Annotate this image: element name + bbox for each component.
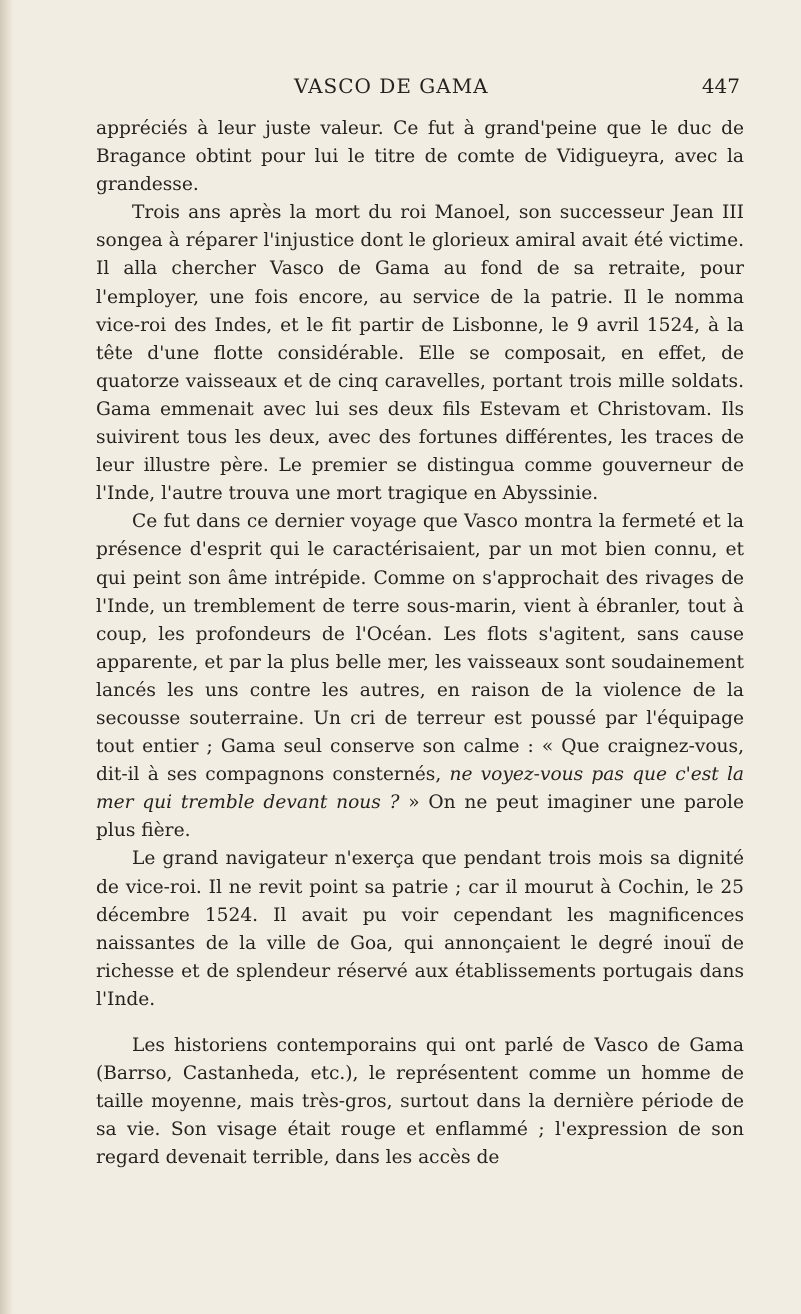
paragraph-3 <box>96 508 744 845</box>
running-title: VASCO DE GAMA <box>294 74 489 98</box>
paragraph-4: Le grand navigateur n'exerça que pendant trois mois sa dignité de vice-roi. Il ne revit point sa patrie ; car il mourut à Cochin, le 25 décembre 1524. Il avait pu voir cependant les magnificences naissantes de la ville de Goa, qui annonçaient le degré inouï de richesse et de splendeur réservé aux établissements portugais dans l'Inde. <box>96 848 744 1010</box>
paragraph-1: appréciés à leur juste valeur. Ce fut à grand'peine que le duc de Bragance obtint pour lui le titre de comte de Vidigueyra, avec la grandesse. <box>96 118 744 196</box>
book-spine-shadow <box>0 0 14 1314</box>
page-header <box>98 74 746 104</box>
page-number: 447 <box>701 74 740 98</box>
body-text <box>96 115 744 1172</box>
paragraph-3-text-before: Ce fut dans ce dernier voyage que Vasco montra la fermeté et la présence d'esprit qui le caractérisaient, par un mot bien connu, et qui peint son âme intrépide. Comme on s'approchait des rivages de l'Inde, un tremblement de terre sous-marin, vient à ébranler, tout à coup, les profondeurs de l'Océan. Les flots s'agitent, sans cause apparente, et par la plus belle mer, les vaisseaux sont soudainement lancés les uns contre les autres, en raison de la violence de la secousse souterraine. Un cri de terreur est poussé par l'équipage tout entier ; Gama seul conserve son calme : « Que craignez-vous, dit-il à ses compagnons consternés, <box>96 511 744 786</box>
paragraph-3-italic-quote: ne voyez-vous pas que c'est la mer qui tremble devant nous ? <box>96 764 744 814</box>
paragraph-3-text-after: » On ne peut imaginer une parole plus fière. <box>96 792 744 842</box>
paragraph-2: Trois ans après la mort du roi Manoel, son successeur Jean III songea à réparer l'injustice dont le glorieux amiral avait été victime. Il alla chercher Vasco de Gama au fond de sa retraite, pour l'employer, une fois encore, au service de la patrie. Il le nomma vice-roi des Indes, et le fit partir de Lisbonne, le 9 avril 1524, à la tête d'une flotte considérable. Elle se composait, en effet, de quatorze vaisseaux et de cinq caravelles, portant trois mille soldats. Gama emmenait avec lui ses deux fils Estevam et Christovam. Ils suivirent tous les deux, avec des fortunes différentes, les traces de leur illustre père. Le premier se distingua comme gouverneur de l'Inde, l'autre trouva une mort tragique en Abyssinie. <box>96 202 744 505</box>
paragraph-5: Les historiens contemporains qui ont parlé de Vasco de Gama (Barrso, Castanheda, etc.), le représentent comme un homme de taille moyenne, mais très-gros, surtout dans la dernière période de sa vie. Son visage était rouge et enflammé ; l'expression de son regard devenait terrible, dans les accès de <box>96 1035 744 1169</box>
